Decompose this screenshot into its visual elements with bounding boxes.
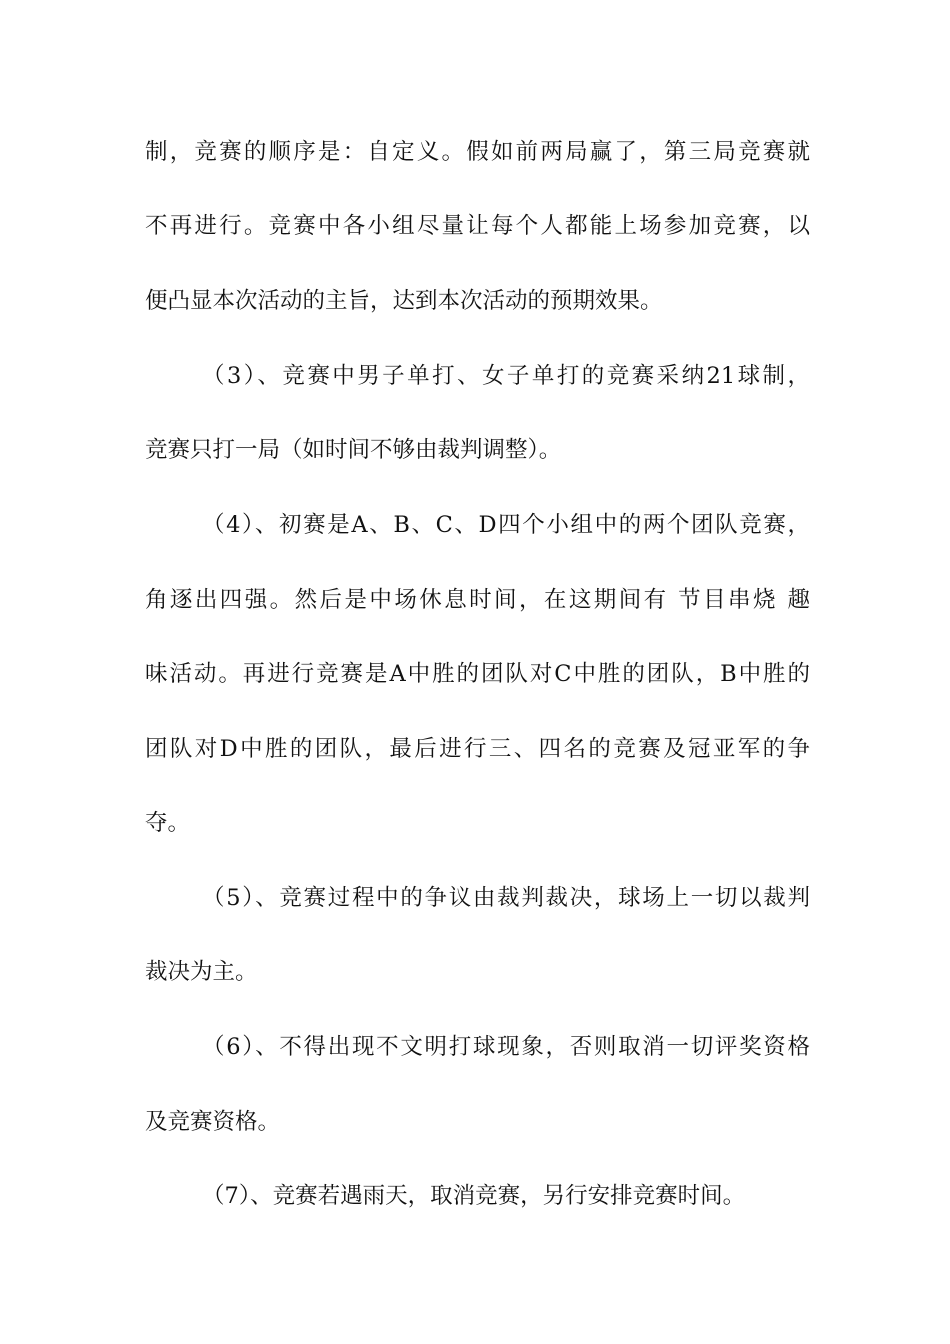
paragraph-line-1: 制，竞赛的顺序是：自定义。假如前两局赢了，第三局竞赛就 <box>145 139 810 165</box>
clause-6-line-2: 及竞赛资格。 <box>145 1109 281 1135</box>
clause-4-line-5: 夺。 <box>145 810 191 836</box>
paragraph-line-3: 便凸显本次活动的主旨，达到本次活动的预期效果。 <box>145 288 663 314</box>
clause-6-line-1: （6）、不得出现不文明打球现象，否则取消一切评奖资格 <box>202 1034 810 1060</box>
clause-3-line-1: （3）、竞赛中男子单打、女子单打的竞赛采纳21球制， <box>202 363 810 389</box>
clause-5-line-2: 裁决为主。 <box>145 959 258 985</box>
clause-4-line-4: 团队对D中胜的团队，最后进行三、四名的竞赛及冠亚军的争 <box>145 736 810 762</box>
paragraph-line-2: 不再进行。竞赛中各小组尽量让每个人都能上场参加竞赛，以 <box>145 213 810 239</box>
clause-4-line-2: 角逐出四强。然后是中场休息时间，在这期间有 节目串烧 趣 <box>145 587 810 613</box>
clause-7-line-1: （7）、竞赛若遇雨天，取消竞赛，另行安排竞赛时间。 <box>202 1183 746 1209</box>
clause-3-line-2: 竞赛只打一局（如时间不够由裁判调整）。 <box>145 437 562 463</box>
clause-4-line-3: 味活动。再进行竞赛是A中胜的团队对C中胜的团队，B中胜的 <box>145 661 810 687</box>
clause-5-line-1: （5）、竞赛过程中的争议由裁判裁决，球场上一切以裁判 <box>202 885 810 911</box>
clause-4-line-1: （4）、初赛是A、B、C、D四个小组中的两个团队竞赛， <box>202 512 810 538</box>
